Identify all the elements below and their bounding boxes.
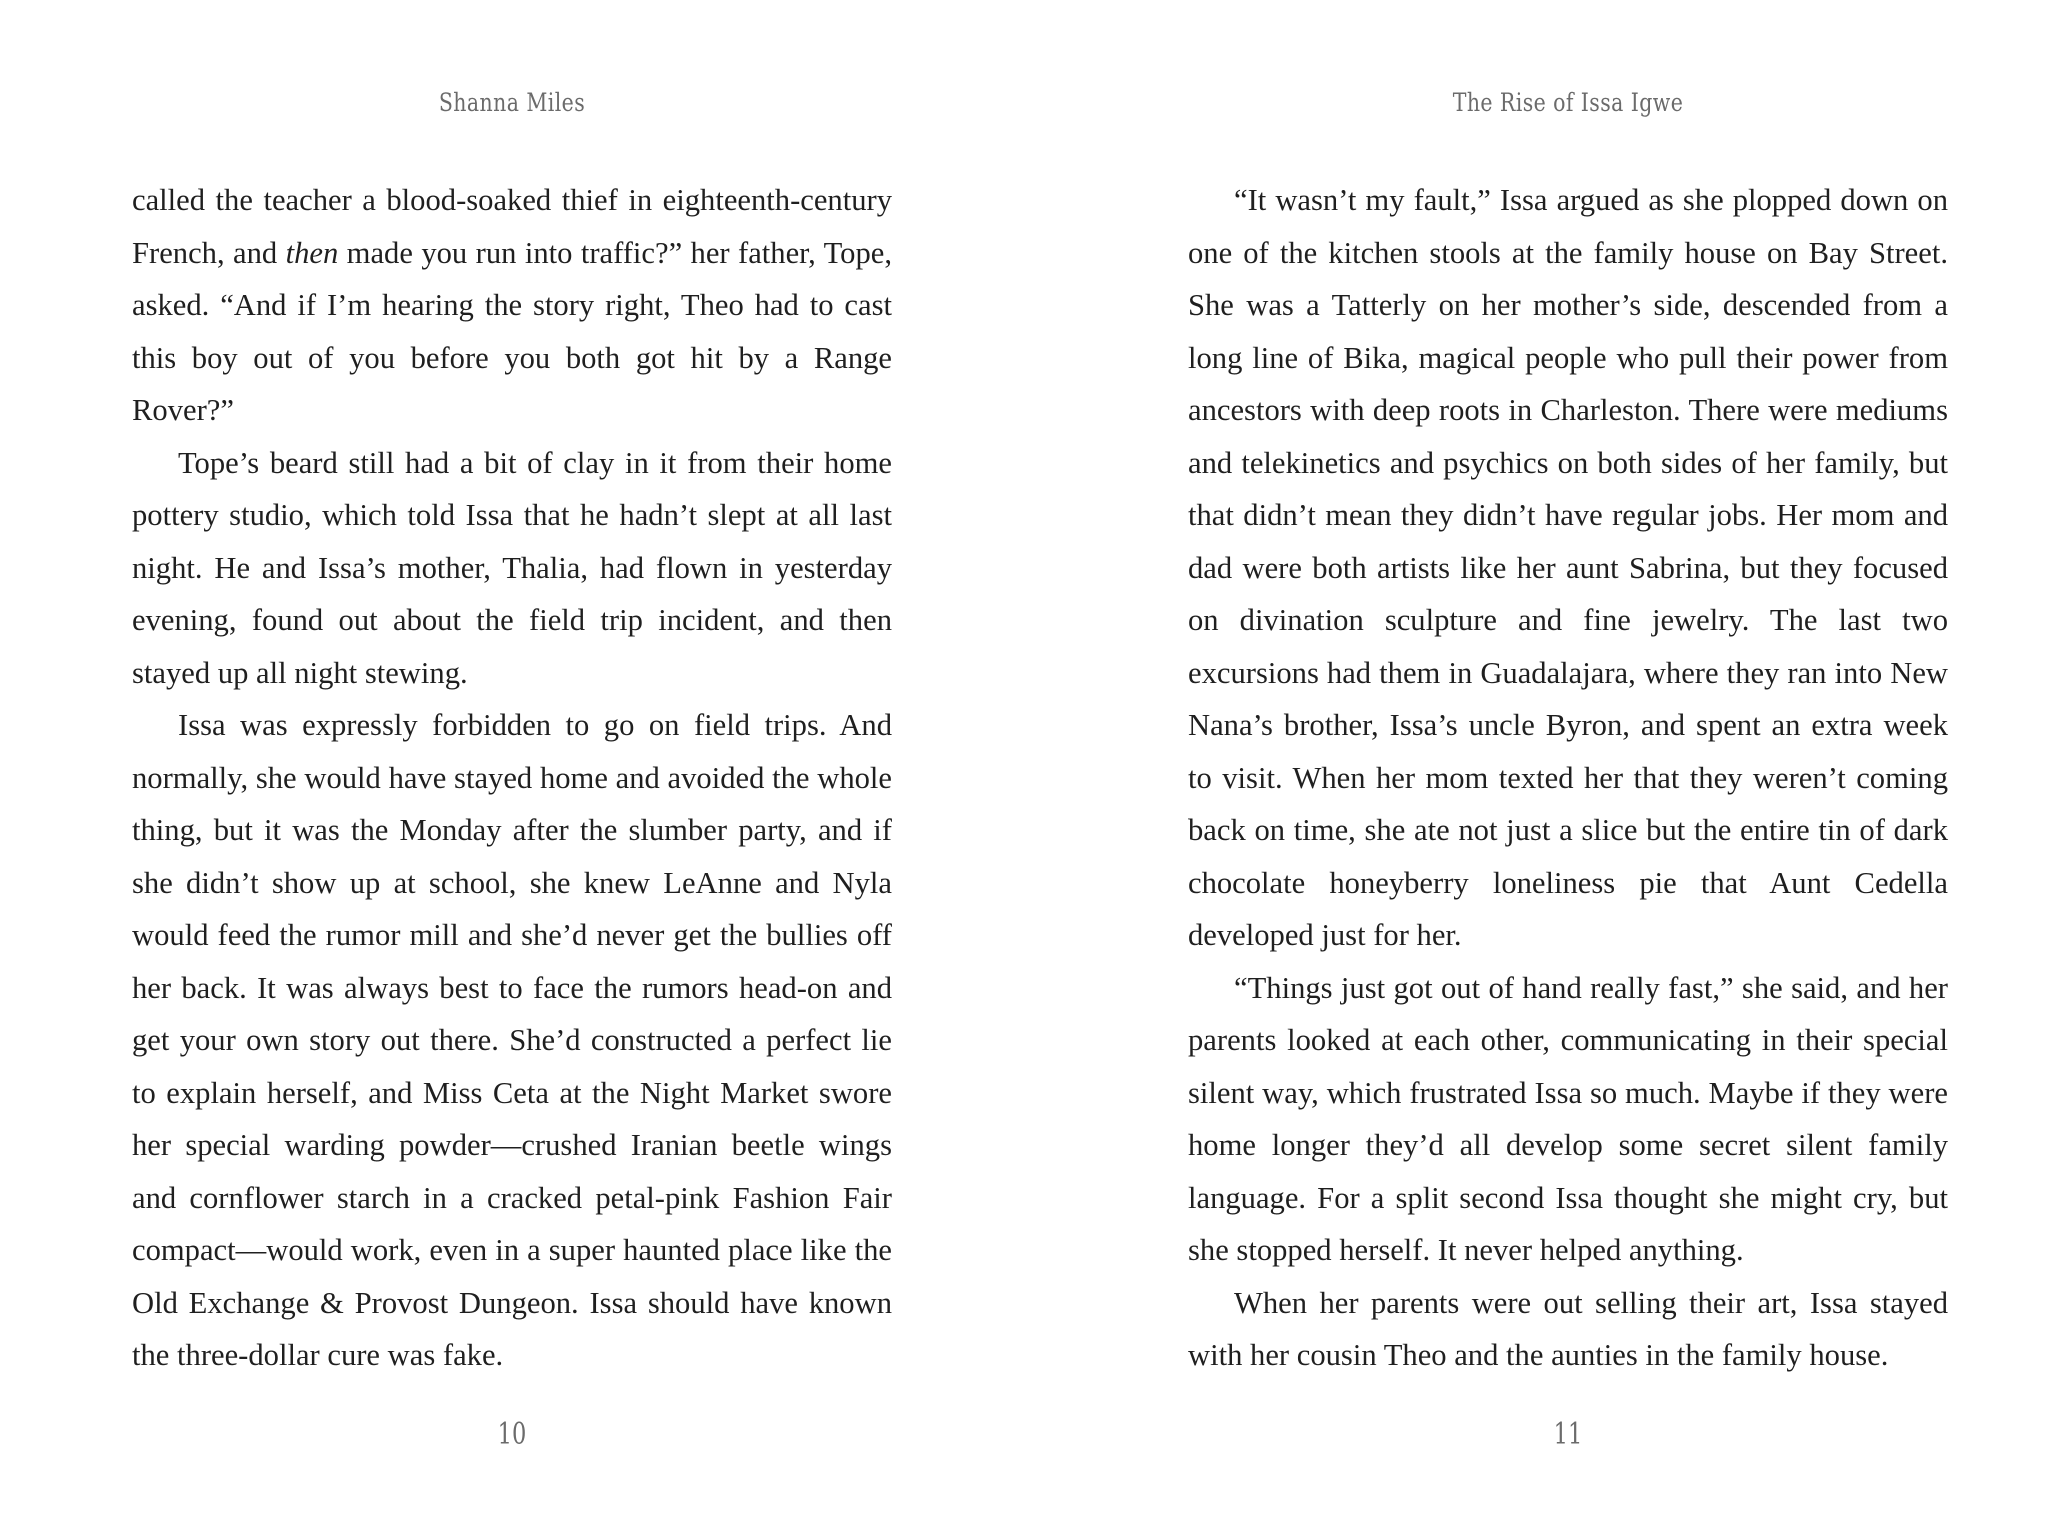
paragraph: When her parents were out selling their art, Issa stayed with her cousin Theo and the aunties in the family house. xyxy=(1188,1285,1948,1372)
paragraph: Tope’s beard still had a bit of clay in it from their home pottery studio, which told Issa that he hadn’t slept at all last night. He and Issa’s mother, Thalia, had flown in yesterday evening, found out about the field trip incident, and then stayed up all night stewing. xyxy=(132,445,892,690)
left-page-body xyxy=(132,174,892,1382)
italic-text-run: then xyxy=(285,235,339,270)
page-number: 11 xyxy=(1553,1417,1583,1452)
right-page-body xyxy=(1188,174,1948,1382)
text-run: called the teacher a blood-soaked thief in eighteenth-century French, and xyxy=(132,183,892,270)
right-page xyxy=(1188,0,1948,1536)
paragraph: Issa was expressly forbidden to go on field trips. And normally, she would have stayed home and avoided the whole thing, but it was the Monday after the slumber party, and if she didn’t show up at school, she knew LeAnne and Nyla would feed the rumor mill and she’d never get the bullies off her back. It was always best to face the rumors head-on and get your own story out there. She’d constructed a perfect lie to explain herself, and Miss Ceta at the Night Market swore her special warding powder—crushed Iranian beetle wings and cornflower starch in a cracked petal-pink Fashion Fair compact—would work, even in a super haunted place like the Old Exchange & Provost Dungeon. Issa should have known the three-dollar cure was fake. xyxy=(132,708,892,1372)
text-run: made you run into traffic?” her father, Tope, asked. “And if I’m hearing the story right, Theo had to cast this boy out of you before you both got hit by a Range Rover?” xyxy=(132,235,893,427)
left-page xyxy=(132,0,892,1536)
running-head-author: Shanna Miles xyxy=(438,88,586,117)
paragraph xyxy=(132,174,892,437)
page-number: 10 xyxy=(497,1417,527,1452)
paragraph: “It wasn’t my fault,” Issa argued as she plopped down on one of the kitchen stools at the family house on Bay Street. She was a Tatterly on her mother’s side, descended from a long line of Bika, magical people who pull their power from ancestors with deep roots in Charleston. There were mediums and telekinetics and psychics on both sides of her family, but that didn’t mean they didn’t have regular jobs. Her mom and dad were both artists like her aunt Sabrina, but they focused on divination sculpture and fine jewelry. The last two excursions had them in Guadalajara, where they ran into New Nana’s brother, Issa’s uncle Byron, and spent an extra week to visit. When her mom texted her that they weren’t coming back on time, she ate not just a slice but the entire tin of dark chocolate honeyberry loneliness pie that Aunt Cedella developed just for her. xyxy=(1188,183,1948,952)
paragraph: “Things just got out of hand really fast,” she said, and her parents looked at each other, communicating in their special silent way, which frustrated Issa so much. Maybe if they were home longer they’d all develop some secret silent family language. For a split second Issa thought she might cry, but she stopped herself. It never helped anything. xyxy=(1188,970,1948,1267)
running-head-title: The Rise of Issa Igwe xyxy=(1452,88,1684,117)
